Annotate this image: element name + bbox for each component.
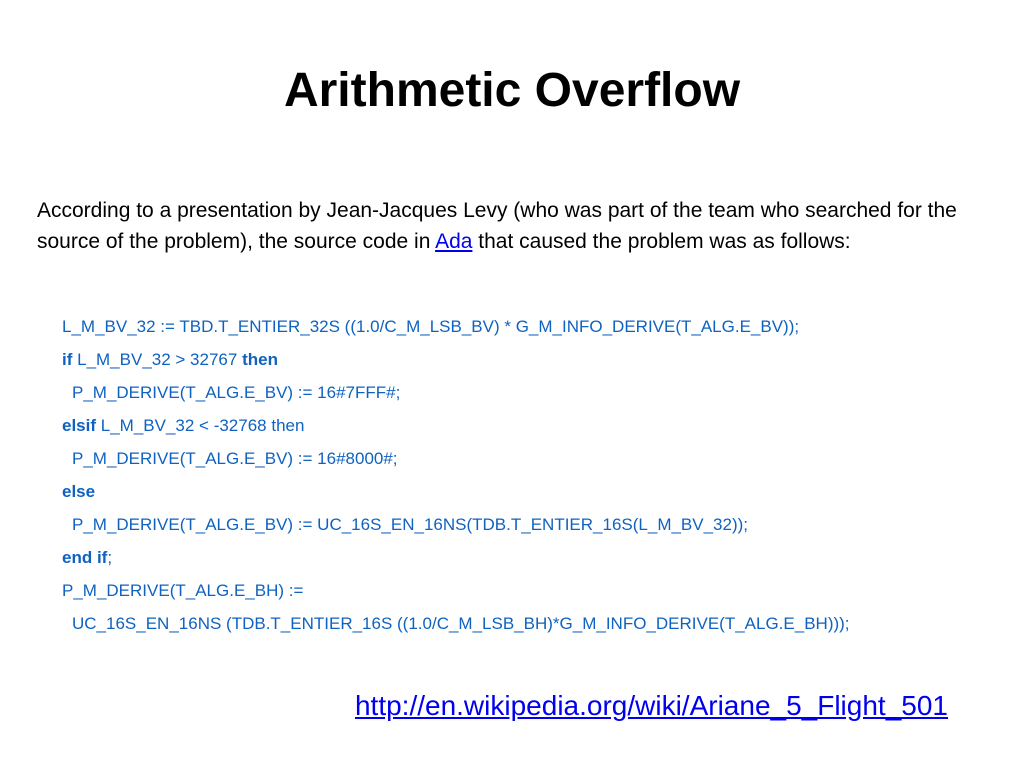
intro-text-after-link: that caused the problem was as follows:	[472, 230, 851, 253]
code-line-10	[62, 607, 1002, 640]
code-line-8-semicolon: ;	[107, 548, 113, 567]
code-line-7	[62, 508, 1002, 541]
wikipedia-reference-link[interactable]: http://en.wikipedia.org/wiki/Ariane_5_Flight_501	[354, 690, 948, 721]
keyword-then: then	[242, 350, 278, 369]
code-line-4	[62, 409, 1002, 442]
code-line-6	[62, 475, 1002, 508]
keyword-elsif: elsif	[62, 416, 97, 435]
code-line-1-text: L_M_BV_32 := TBD.T_ENTIER_32S ((1.0/C_M_LSB_BV) * G_M_INFO_DERIVE(T_ALG.E_BV));	[62, 317, 800, 336]
code-line-5-text: P_M_DERIVE(T_ALG.E_BV) := 16#8000#;	[72, 449, 398, 468]
intro-text-before-link: According to a presentation by Jean-Jacques Levy (who was part of the team who searched for the source of the problem), the source code in	[37, 199, 957, 253]
ada-code-block	[62, 310, 1002, 640]
code-line-9-text: P_M_DERIVE(T_ALG.E_BH) :=	[62, 581, 304, 600]
ada-link[interactable]: Ada	[435, 230, 473, 253]
code-line-4-condition: L_M_BV_32 < -32768 then	[96, 416, 305, 435]
code-line-8	[62, 541, 1002, 574]
code-line-5	[62, 442, 1002, 475]
code-line-9	[62, 574, 1002, 607]
keyword-if: if	[62, 350, 73, 369]
intro-paragraph	[37, 195, 987, 257]
code-line-2-condition: L_M_BV_32 > 32767	[72, 350, 243, 369]
code-line-1	[62, 310, 1002, 343]
keyword-else: else	[62, 482, 96, 501]
code-line-7-text: P_M_DERIVE(T_ALG.E_BV) := UC_16S_EN_16NS(TDB.T_ENTIER_16S(L_M_BV_32));	[72, 515, 749, 534]
keyword-end-if: end if	[62, 548, 108, 567]
code-line-3-text: P_M_DERIVE(T_ALG.E_BV) := 16#7FFF#;	[72, 383, 401, 402]
code-line-10-text: UC_16S_EN_16NS (TDB.T_ENTIER_16S ((1.0/C_M_LSB_BH)*G_M_INFO_DERIVE(T_ALG.E_BH)));	[72, 614, 850, 633]
code-line-2	[62, 343, 1002, 376]
slide-title: Arithmetic Overflow	[283, 64, 741, 117]
code-line-3	[62, 376, 1002, 409]
